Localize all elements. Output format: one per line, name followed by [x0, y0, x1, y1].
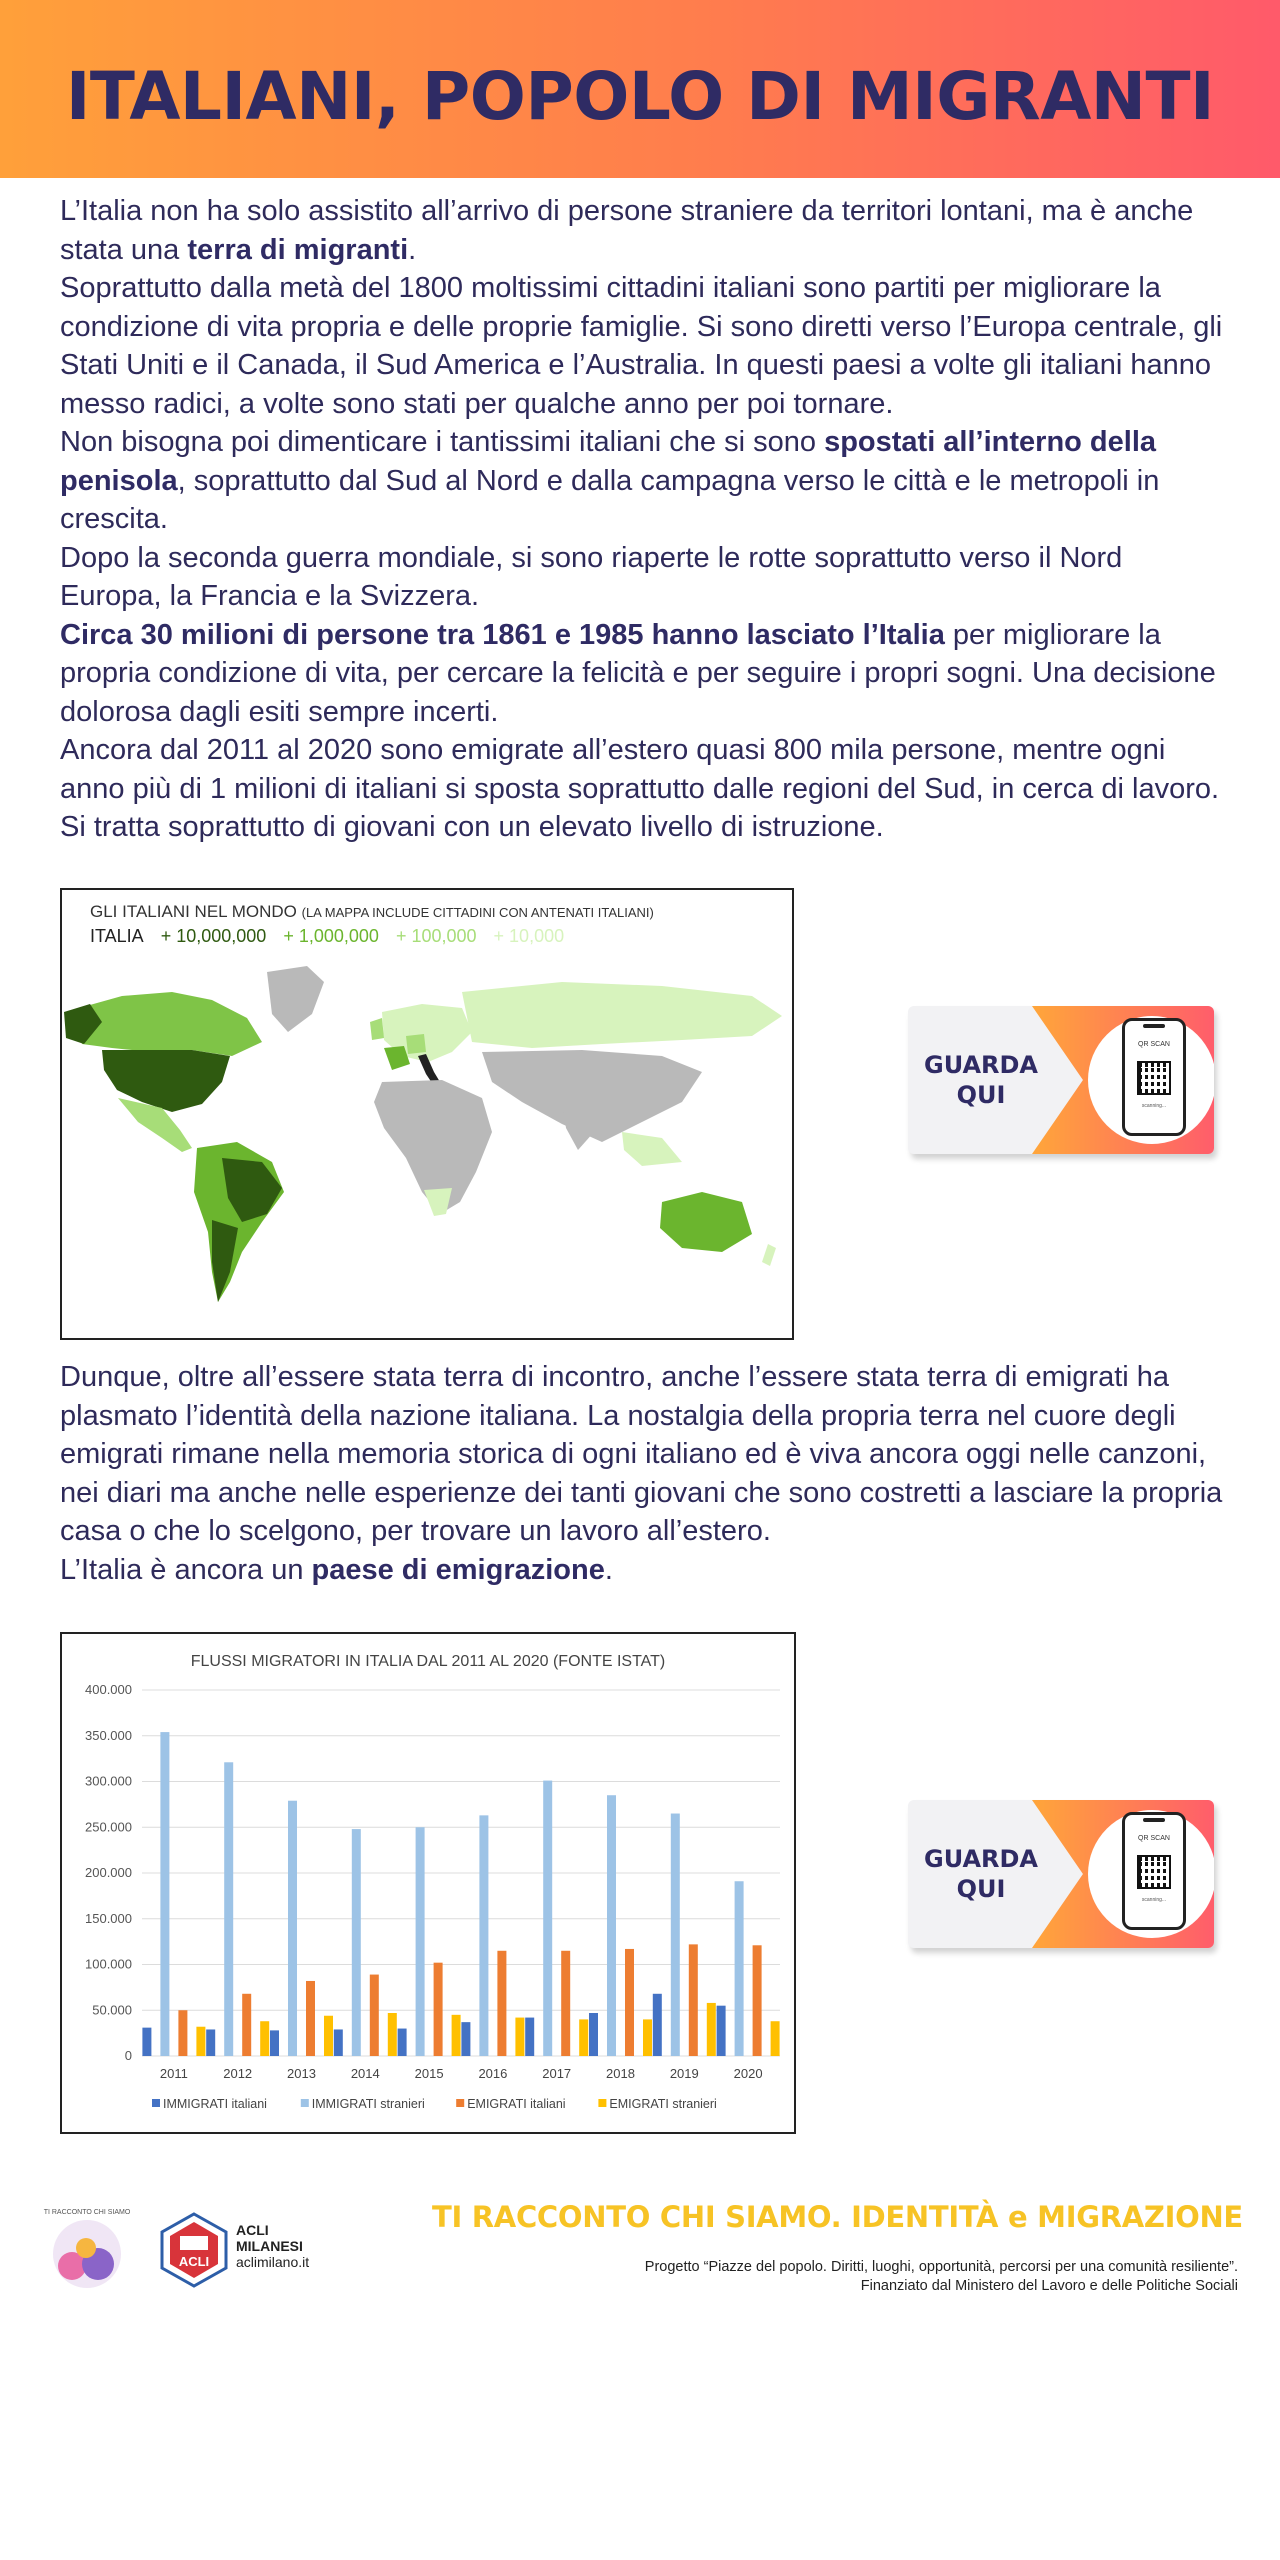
- bar: [370, 1975, 379, 2056]
- legend-swatch: [152, 2099, 160, 2107]
- qr-code-icon: [1137, 1855, 1171, 1889]
- map-usa: [102, 1050, 230, 1112]
- map-russia: [462, 982, 782, 1048]
- bar: [561, 1951, 570, 2056]
- acli-badge-text: ACLI: [178, 2254, 210, 2269]
- legend-label: IMMIGRATI italiani: [163, 2097, 267, 2111]
- map-australia: [660, 1192, 752, 1252]
- bar: [242, 1994, 251, 2056]
- logo1-text: TI RACCONTO CHI SIAMO: [43, 2209, 131, 2216]
- chart-title: FLUSSI MIGRATORI IN ITALIA DAL 2011 AL 2020 (FONTE ISTAT): [190, 1653, 666, 1670]
- y-tick-label: 350.000: [85, 1727, 132, 1743]
- bar: [753, 1945, 762, 2056]
- x-tick-label: 2019: [669, 2066, 699, 2081]
- bar: [398, 2029, 407, 2056]
- bar: [579, 2019, 588, 2056]
- acli-name: ACLI MILANESI aclimilano.it: [236, 2222, 310, 2270]
- y-tick-label: 250.000: [85, 1819, 132, 1835]
- bar: [653, 1994, 662, 2056]
- legend-1m: + 1,000,000: [283, 926, 379, 946]
- cta-label: GUARDA QUI: [924, 1051, 1038, 1109]
- x-tick-label: 2016: [478, 2066, 508, 2081]
- guarda-qui-card-2[interactable]: [908, 1800, 1214, 1948]
- y-tick-label: 50.000: [92, 2002, 132, 2018]
- bar: [416, 1827, 425, 2056]
- bar: [625, 1949, 634, 2056]
- x-tick-label: 2018: [606, 2066, 635, 2081]
- x-tick-label: 2017: [542, 2066, 572, 2081]
- ti-racconto-logo: [42, 2204, 132, 2294]
- bar: [270, 2030, 279, 2056]
- y-tick-label: 150.000: [85, 1910, 132, 1926]
- cta-label: GUARDA QUI: [924, 1845, 1038, 1903]
- x-tick-label: 2020: [733, 2066, 763, 2081]
- header-banner: [0, 0, 1280, 178]
- x-tick-label: 2012: [223, 2066, 253, 2081]
- bar: [178, 2010, 187, 2056]
- bar: [434, 1963, 443, 2056]
- bar: [352, 1829, 361, 2056]
- bar: [707, 2003, 716, 2056]
- x-tick-label: 2011: [159, 2066, 188, 2081]
- qr-phone-icon: QR SCAN scanning...: [1122, 1812, 1186, 1930]
- x-tick-label: 2015: [414, 2066, 444, 2081]
- footer-title: TI RACCONTO CHI SIAMO. IDENTITÀ e MIGRAZIONE: [432, 2200, 1243, 2234]
- map-india: [562, 1102, 594, 1150]
- map-canada: [72, 992, 262, 1056]
- intro-paragraph: L’Italia non ha solo assistito all’arrivo di persone straniere da territori lontani, ma è anche stata una terra di migranti.: [60, 195, 1194, 266]
- bar: [497, 1951, 506, 2056]
- intro-paragraph: Soprattutto dalla metà del 1800 moltissimi cittadini italiani sono partiti per migliorare la condizione di vita propria e delle proprie famiglie. Si sono diretti verso l’Europa centrale, gli Stati Uniti e il Canada, il Sud America e l’Australia. In questi paesi a volte gli italiani hanno messo radici, a volte sono stati per qualche anno per poi tornare.: [60, 272, 1223, 420]
- legend-italia: ITALIA: [90, 926, 144, 946]
- x-tick-label: 2013: [287, 2066, 316, 2081]
- map-legend: [90, 926, 576, 947]
- intro-text: [60, 192, 1230, 847]
- map-germany: [406, 1034, 426, 1054]
- world-map-figure: [60, 888, 794, 1340]
- intro-paragraph: Circa 30 milioni di persone tra 1861 e 1985 hanno lasciato l’Italia per migliorare la propria condizione di vita, per cercare la felicità e per seguire i propri sogni. Una decisione dolorosa dagli esiti sempre incerti.: [60, 618, 1216, 728]
- outro-paragraph: Dunque, oltre all’essere stata terra di incontro, anche l’essere stata terra di emigrati ha plasmato l’identità della nazione italiana. La nostalgia della propria terra nel cuore degli emigrati rimane nella memoria storica di ogni italiano ed è viva ancora oggi nelle canzoni, nei diari ma anche nelle esperienze dei tanti giovani che sono costretti a lasciare la propria casa o che lo scelgono, per trovare un lavoro all’estero.: [60, 1361, 1223, 1547]
- bar: [288, 1801, 297, 2056]
- bar: [689, 1944, 698, 2056]
- world-map: [62, 952, 792, 1338]
- legend-label: EMIGRATI stranieri: [609, 2097, 717, 2111]
- bar: [589, 2013, 598, 2056]
- footer-note: Progetto “Piazze del popolo. Diritti, luoghi, opportunità, percorsi per una comunità resiliente”. Finanziato dal Ministero del Lavoro e delle Politiche Sociali: [644, 2259, 1238, 2294]
- intro-paragraph: Dopo la seconda guerra mondiale, si sono riaperte le rotte soprattutto verso il Nord Europa, la Francia e la Svizzera.: [60, 541, 1123, 612]
- map-new-zealand: [762, 1244, 776, 1266]
- legend-100k: + 100,000: [395, 926, 477, 946]
- y-tick-label: 300.000: [85, 1773, 132, 1789]
- bar: [717, 2006, 726, 2056]
- legend-label: EMIGRATI italiani: [467, 2097, 566, 2111]
- map-title: GLI ITALIANI NEL MONDO (LA MAPPA INCLUDE CITTADINI CON ANTENATI ITALIANI): [90, 902, 654, 921]
- qr-code-icon: [1137, 1061, 1171, 1095]
- qr-phone-icon: QR SCAN scanning...: [1122, 1018, 1186, 1136]
- y-tick-label: 100.000: [85, 1956, 132, 1972]
- y-tick-label: 0: [124, 2048, 132, 2063]
- legend-10k: + 10,000: [493, 926, 565, 946]
- migration-chart: [60, 1632, 796, 2134]
- bar: [160, 1732, 169, 2056]
- legend-swatch: [456, 2099, 464, 2107]
- guarda-qui-card-1[interactable]: [908, 1006, 1214, 1154]
- map-uk: [370, 1018, 384, 1040]
- bar-chart-svg: [62, 1634, 794, 2132]
- bar: [324, 2016, 333, 2056]
- bar: [196, 2027, 205, 2056]
- y-tick-label: 200.000: [85, 1865, 132, 1880]
- acli-logo: [158, 2212, 230, 2288]
- outro-paragraph: L’Italia è ancora un paese di emigrazione.: [60, 1553, 613, 1586]
- bar: [515, 2018, 524, 2056]
- bar: [142, 2028, 151, 2056]
- bar: [206, 2029, 215, 2056]
- page-title: ITALIANI, POPOLO DI MIGRANTI: [65, 58, 1215, 135]
- bar: [607, 1795, 616, 2056]
- bar: [388, 2013, 397, 2056]
- bar: [479, 1815, 488, 2056]
- legend-swatch: [598, 2099, 606, 2107]
- outro-text: [60, 1358, 1230, 1589]
- legend-swatch: [301, 2099, 309, 2107]
- bar: [671, 1814, 680, 2056]
- map-greenland: [267, 966, 324, 1032]
- bar: [452, 2015, 461, 2056]
- bar: [461, 2022, 470, 2056]
- intro-paragraph: Non bisogna poi dimenticare i tantissimi italiani che si sono spostati all’interno della penisola, soprattutto dal Sud al Nord e dalla campagna verso le città e le metropoli in crescita.: [60, 426, 1160, 535]
- intro-paragraph: Ancora dal 2011 al 2020 sono emigrate all’estero quasi 800 mila persone, mentre ogni anno più di 1 milioni di italiani si sposta soprattutto dalle regioni del Sud, in cerca di lavoro. Si tratta soprattutto di giovani con un elevato livello di istruzione.: [60, 734, 1220, 843]
- y-tick-label: 400.000: [85, 1682, 132, 1697]
- map-se-asia: [622, 1132, 682, 1166]
- bar: [525, 2018, 534, 2056]
- legend-label: IMMIGRATI stranieri: [311, 2097, 425, 2111]
- bar: [735, 1881, 744, 2056]
- map-south-africa: [424, 1188, 452, 1216]
- legend-10m: + 10,000,000: [160, 926, 267, 946]
- bar: [771, 2021, 780, 2056]
- bar: [643, 2019, 652, 2056]
- bar: [543, 1781, 552, 2056]
- x-tick-label: 2014: [350, 2066, 380, 2081]
- bar: [260, 2021, 269, 2056]
- bar: [224, 1762, 233, 2056]
- bar: [334, 2029, 343, 2056]
- bar: [306, 1981, 315, 2056]
